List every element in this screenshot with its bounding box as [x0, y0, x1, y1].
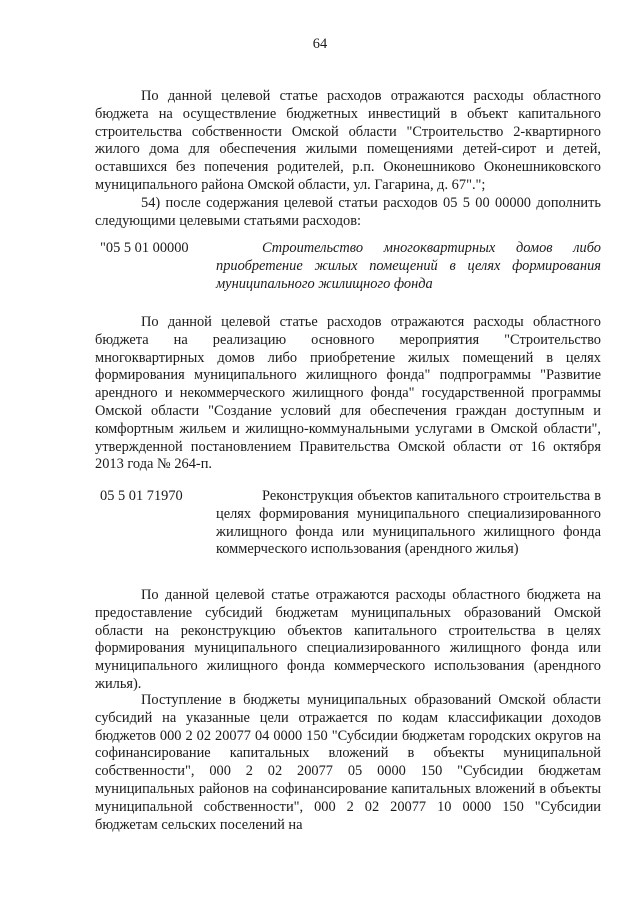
entry-title-text: Строительство многоквартирных домов либо приобретение жилых помещений в целях формирования муниципального жилищного фонда [216, 240, 601, 292]
paragraph-text: По данной целевой статье расходов отражаются расходы областного бюджета на реализацию основного мероприятия "Строительство многоквартирных домов либо приобретение жилых помещений в целях формирования муниципального жилищного фонда" подпрограммы "Развитие арендного и некоммерческого жилищного фонда" государственной программы Омской области "Создание условий для обеспечения граждан доступным и комфортным жильем и жилищно-коммунальными услугами в Омской области", утвержденной постановлением Правительства Омской области от 16 октября 2013 года № 264-п. [95, 314, 601, 473]
paragraph-investments [95, 88, 601, 195]
entry-title-text: Реконструкция объектов капитального строительства в целях формирования муниципального специализированного жилищного фонда или муниципального жилищного фонда коммерческого использования (арендного жилья) [216, 488, 601, 558]
paragraph-text: 54) после содержания целевой статьи расходов 05 5 00 00000 дополнить следующими целевыми статьями расходов: [95, 195, 601, 229]
budget-code-entry1: "05 5 01 00000 [100, 240, 189, 256]
page-number: 64 [312, 36, 328, 52]
paragraph-text: Поступление в бюджеты муниципальных образований Омской области субсидий на указанные цели отражается по кодам классификации доходов бюджетов 000 2 02 20077 04 0000 150 "Субсидии бюджетам городских округов на софинансирование капитальных вложений в объекты муниципальной собственности", 000 2 02 20077 05 0000 150 "Субсидии бюджетам муниципальных районов на софинансирование капитальных вложений в объекты муниципальной собственности", 000 2 02 20077 10 0000 150 "Субсидии бюджетам сельских поселений на [95, 692, 601, 833]
budget-code-entry2: 05 5 01 71970 [100, 488, 183, 504]
paragraph-subsidies [95, 587, 601, 694]
budget-entry1-title [216, 240, 601, 293]
paragraph-main-activity [95, 314, 601, 474]
paragraph-text: По данной целевой статье расходов отражаются расходы областного бюджета на осуществление бюджетных инвестиций в объект капитального строительства собственности Омской области "Строительство 2-квартирного жилого дома для обеспечения жилыми помещениями детей-сирот и детей, оставшихся без попечения родителей, р.п. Оконешниково Оконешниковского муниципального района Омской области, ул. Гагарина, д. 67"."; [95, 88, 601, 193]
paragraph-text: По данной целевой статье отражаются расходы областного бюджета на предоставление субсидий бюджетам муниципальных образований Омской области на реконструкцию объектов капитального строительства в целях формирования муниципального специализированного жилищного фонда или муниципального жилищного фонда коммерческого использования (арендного жилья). [95, 587, 601, 692]
paragraph-amendment-54 [95, 195, 601, 231]
paragraph-revenue-codes [95, 692, 601, 834]
budget-entry2-title [216, 488, 601, 559]
